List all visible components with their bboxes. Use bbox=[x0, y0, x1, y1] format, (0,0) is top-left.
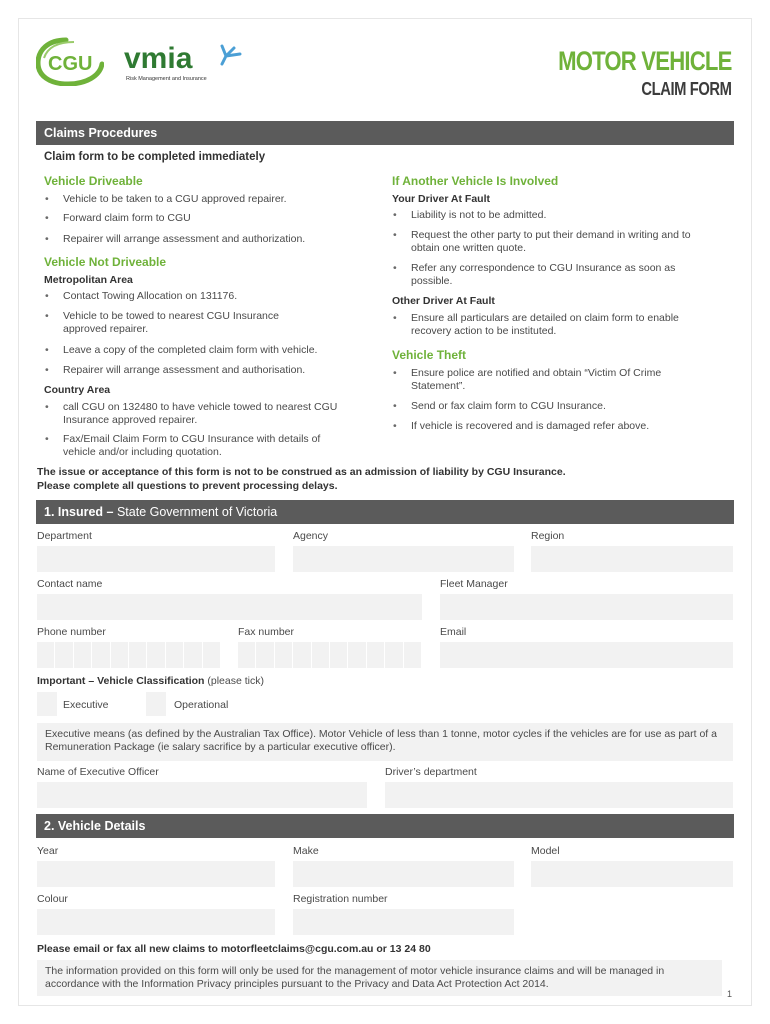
digit-box[interactable] bbox=[184, 642, 202, 668]
list-item: • Ensure police are notified and obtain “Victim Of Crime Statement”. bbox=[393, 367, 693, 393]
list-item: • Vehicle to be towed to nearest CGU Insurance approved repairer. bbox=[45, 310, 315, 336]
digit-box[interactable] bbox=[312, 642, 330, 668]
agency-field[interactable] bbox=[293, 546, 514, 572]
fleet-manager-field[interactable] bbox=[440, 594, 733, 620]
digit-box[interactable] bbox=[275, 642, 293, 668]
classification-title: Important – Vehicle Classification bbox=[37, 675, 205, 687]
model-field[interactable] bbox=[531, 861, 733, 887]
disclaimer-line-2: Please complete all questions to prevent processing delays. bbox=[37, 480, 338, 492]
claims-procedures-bar: Claims Procedures bbox=[36, 121, 734, 145]
your-fault-label: Your Driver At Fault bbox=[392, 193, 491, 205]
digit-box[interactable] bbox=[293, 642, 311, 668]
executive-definition-note: Executive means (as defined by the Australian Tax Office). Motor Vehicle of less than 1 tonne, motor cycles if the vehicles are for use as part of a Remuneration Package (ie salary sacrifice by a particular executive officer). bbox=[37, 723, 733, 761]
region-label: Region bbox=[531, 530, 565, 542]
exec-officer-label: Name of Executive Officer bbox=[37, 766, 159, 778]
list-item: • Repairer will arrange assessment and authorisation. bbox=[45, 364, 355, 377]
year-label: Year bbox=[37, 845, 59, 857]
list-item: • Leave a copy of the completed claim form with vehicle. bbox=[45, 344, 355, 357]
executive-checkbox[interactable] bbox=[37, 692, 57, 716]
agency-label: Agency bbox=[293, 530, 329, 542]
registration-label: Registration number bbox=[293, 893, 388, 905]
email-label: Email bbox=[440, 626, 467, 638]
list-item: • Contact Towing Allocation on 131176. bbox=[45, 290, 345, 303]
list-item: • Send or fax claim form to CGU Insurance. bbox=[393, 400, 713, 413]
digit-box[interactable] bbox=[111, 642, 129, 668]
digit-box[interactable] bbox=[74, 642, 92, 668]
not-driveable-heading: Vehicle Not Driveable bbox=[44, 255, 167, 269]
digit-box[interactable] bbox=[348, 642, 366, 668]
vmia-logo bbox=[122, 38, 250, 84]
contact-name-field[interactable] bbox=[37, 594, 422, 620]
section-2-bar: 2. Vehicle Details bbox=[36, 814, 734, 838]
list-item: • Ensure all particulars are detailed on claim form to enable recovery action to be instituted. bbox=[393, 312, 713, 338]
drivers-department-label: Driver’s department bbox=[385, 766, 477, 778]
department-label: Department bbox=[37, 530, 92, 542]
other-fault-label: Other Driver At Fault bbox=[392, 295, 495, 307]
registration-field[interactable] bbox=[293, 909, 514, 935]
list-item: • Liability is not to be admitted. bbox=[393, 209, 713, 222]
digit-box[interactable] bbox=[256, 642, 274, 668]
digit-box[interactable] bbox=[238, 642, 256, 668]
vmia-tagline: Risk Management and Insurance bbox=[126, 76, 207, 82]
department-field[interactable] bbox=[37, 546, 275, 572]
digit-box[interactable] bbox=[330, 642, 348, 668]
exec-officer-field[interactable] bbox=[37, 782, 367, 808]
digit-box[interactable] bbox=[404, 642, 422, 668]
operational-checkbox[interactable] bbox=[146, 692, 166, 716]
classification-hint: (please tick) bbox=[204, 675, 264, 687]
list-item: • call CGU on 132480 to have vehicle towed to nearest CGU Insurance approved repairer. bbox=[45, 401, 345, 427]
contact-name-label: Contact name bbox=[37, 578, 103, 590]
cgu-logo-text: CGU bbox=[48, 53, 93, 75]
fleet-manager-label: Fleet Manager bbox=[440, 578, 508, 590]
list-item: • Request the other party to put their demand in writing and to obtain one written quote. bbox=[393, 229, 713, 255]
section-1-title: 1. Insured – bbox=[44, 505, 114, 519]
list-item: • Fax/Email Claim Form to CGU Insurance with details of vehicle and/or including quotation. bbox=[45, 433, 345, 459]
list-item: • Refer any correspondence to CGU Insurance as soon as possible. bbox=[393, 262, 693, 288]
driveable-heading: Vehicle Driveable bbox=[44, 174, 143, 188]
digit-box[interactable] bbox=[367, 642, 385, 668]
section-1-bar bbox=[36, 500, 734, 524]
country-label: Country Area bbox=[44, 384, 111, 396]
section-1-subtitle: State Government of Victoria bbox=[113, 505, 278, 519]
digit-box[interactable] bbox=[166, 642, 184, 668]
list-item: • If vehicle is recovered and is damaged refer above. bbox=[393, 420, 713, 433]
list-item: • Repairer will arrange assessment and authorization. bbox=[45, 233, 345, 246]
region-field[interactable] bbox=[531, 546, 733, 572]
metro-label: Metropolitan Area bbox=[44, 274, 133, 286]
disclaimer-line-1: The issue or acceptance of this form is not to be construed as an admission of liability by CGU Insurance. bbox=[37, 466, 566, 478]
colour-label: Colour bbox=[37, 893, 68, 905]
phone-label: Phone number bbox=[37, 626, 106, 638]
theft-heading: Vehicle Theft bbox=[392, 348, 467, 362]
intro-text: Claim form to be completed immediately bbox=[44, 151, 266, 163]
operational-label: Operational bbox=[174, 699, 229, 711]
digit-box[interactable] bbox=[55, 642, 73, 668]
page-number: 1 bbox=[727, 989, 733, 999]
colour-field[interactable] bbox=[37, 909, 275, 935]
digit-box[interactable] bbox=[147, 642, 165, 668]
digit-box[interactable] bbox=[92, 642, 110, 668]
other-vehicle-heading: If Another Vehicle Is Involved bbox=[392, 174, 559, 188]
list-item: • Vehicle to be taken to a CGU approved repairer. bbox=[45, 193, 345, 206]
fax-label: Fax number bbox=[238, 626, 295, 638]
year-field[interactable] bbox=[37, 861, 275, 887]
title-main: MOTOR VEHICLE bbox=[558, 46, 732, 76]
cgu-logo bbox=[36, 36, 104, 86]
contact-line: Please email or fax all new claims to motorfleetclaims@cgu.com.au or 13 24 80 bbox=[37, 943, 431, 955]
make-label: Make bbox=[293, 845, 319, 857]
digit-box[interactable] bbox=[385, 642, 403, 668]
privacy-note: The information provided on this form will only be used for the management of motor vehicle insurance claims and will be managed in accordance with the Information Privacy principles pursuant to the Privacy and Data Act Protection Act 2014. bbox=[37, 960, 722, 996]
drivers-department-field[interactable] bbox=[385, 782, 733, 808]
model-label: Model bbox=[531, 845, 560, 857]
digit-box[interactable] bbox=[203, 642, 221, 668]
document-title bbox=[520, 45, 732, 101]
digit-box[interactable] bbox=[37, 642, 55, 668]
executive-label: Executive bbox=[63, 699, 109, 711]
make-field[interactable] bbox=[293, 861, 514, 887]
classification-label bbox=[37, 675, 264, 688]
digit-box[interactable] bbox=[129, 642, 147, 668]
title-sub: CLAIM FORM bbox=[641, 79, 732, 99]
email-field[interactable] bbox=[440, 642, 733, 668]
list-item: • Forward claim form to CGU bbox=[45, 212, 345, 225]
vmia-logo-text: vmia bbox=[124, 42, 193, 75]
